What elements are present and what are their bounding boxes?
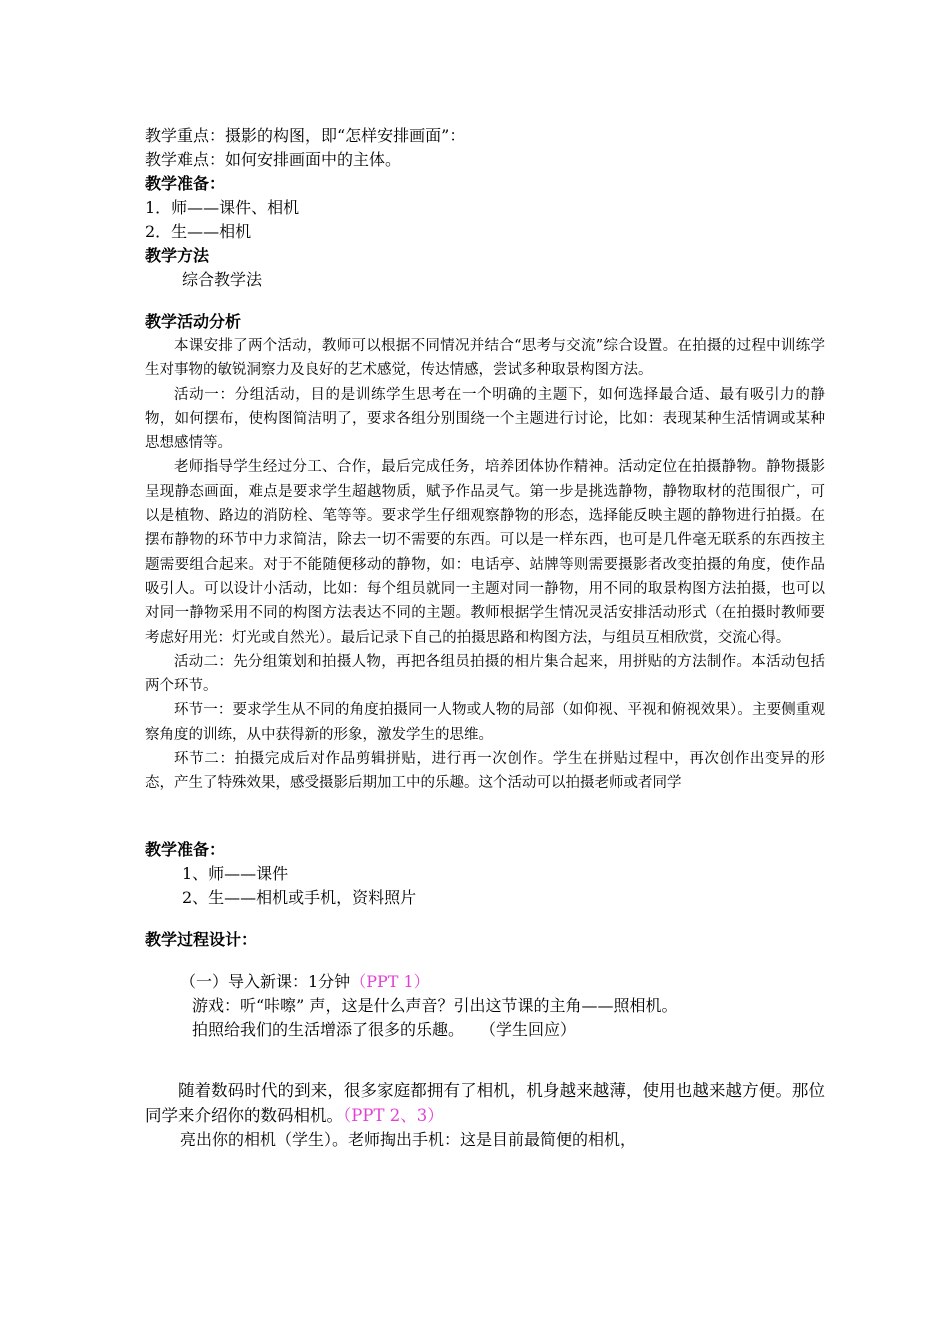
prep2-item-teacher: 1、师——课件: [182, 863, 289, 883]
difficulty-line: 教学难点：如何安排画面中的主体。: [145, 150, 402, 169]
prep-heading: 教学准备：: [145, 174, 226, 193]
document-page: [145, 124, 825, 1152]
step-one-line: [145, 970, 825, 994]
digital-era-paragraph: [145, 1078, 825, 1128]
activity-one-paragraph: 活动一：分组活动，目的是训练学生思考在一个明确的主题下，如何选择最合适、最有吸引力的静物，如何摆布，使构图简洁明了，要求各组分别围绕一个主题进行讨论，比如：表现某种生活情调或某种思想感情等。: [145, 386, 825, 452]
fun-line: 拍照给我们的生活增添了很多的乐趣。 （学生回应）: [192, 1019, 577, 1039]
stage-two-paragraph: 环节二：拍摄完成后对作品剪辑拼贴，进行再一次创作。学生在拼贴过程中，再次创作出变异的形态，产生了特殊效果，感受摄影后期加工中的乐趣。这个活动可以拍摄老师或者同学: [145, 751, 825, 792]
game-line: 游戏：听“咔嚓” 声，这是什么声音？引出这节课的主角——照相机。: [192, 995, 678, 1015]
show-camera-line: 亮出你的相机（学生）。老师掏出手机：这是目前最简便的相机，: [180, 1129, 637, 1149]
step-one-label: （一）导入新课：1分钟: [180, 971, 351, 991]
method-text: 综合教学法: [182, 270, 263, 289]
prep2-item-student: 2、生——相机或手机，资料照片: [182, 887, 417, 907]
ppt-reference: （PPT 2、3）: [343, 1105, 444, 1125]
process-heading: 教学过程设计：: [145, 929, 258, 949]
prep-heading-second: 教学准备：: [145, 839, 226, 859]
activity-two-paragraph: 活动二：先分组策划和拍摄人物，再把各组员拍摄的相片集合起来，用拼贴的方法制作。本活动包括两个环节。: [145, 653, 825, 695]
method-heading: 教学方法: [145, 246, 210, 265]
ppt-reference: （PPT 1）: [350, 971, 430, 991]
prep-item-teacher: 1．师——课件、相机: [145, 198, 300, 217]
analysis-paragraph: 本课安排了两个活动，教师可以根据不同情况并结合“思考与交流”综合设置。在拍摄的过程中训练学生对事物的敏锐洞察力及良好的艺术感觉，传达情感，尝试多种取景构图方法。: [145, 338, 825, 379]
teacher-guidance-paragraph: 老师指导学生经过分工、合作，最后完成任务，培养团体协作精神。活动定位在拍摄静物。静物摄影呈现静态画面，难点是要求学生超越物质，赋予作品灵气。第一步是挑选静物，静物取材的范围很广，可以是植物、路边的消防栓、笔等等。要求学生仔细观察静物的形态，选择能反映主题的静物进行拍摄。在摆布静物的环节中力求简洁，除去一切不需要的东西。可以是一样东西，也可是几件毫无联系的东西按主题需要组合起来。对于不能随便移动的静物，如：电话亭、站牌等则需要摄影者改变拍摄的角度，使作品吸引人。可以设计小活动，比如：每个组员就同一主题对同一静物，用不同的取景构图方法拍摄，也可以对同一静物采用不同的构图方法表达不同的主题。教师根据学生情况灵活安排活动形式（在拍摄时教师要考虑好用光：灯光或自然光）。最后记录下自己的拍摄思路和构图方法，与组员互相欣赏，交流心得。: [145, 459, 825, 646]
key-point-line: 教学重点：摄影的构图，即“怎样安排画面”：: [145, 126, 466, 145]
prep-item-student: 2．生——相机: [145, 222, 252, 241]
stage-one-paragraph: 环节一：要求学生从不同的角度拍摄同一人物或人物的局部（如仰视、平视和俯视效果）。主要侧重观察角度的训练，从中获得新的形象，激发学生的思维。: [145, 702, 825, 743]
analysis-heading: 教学活动分析: [145, 312, 242, 331]
digital-era-text: 随着数码时代的到来，很多家庭都拥有了相机，机身越来越薄，使用也越来越方便。那位同学来介绍你的数码相机。: [145, 1080, 825, 1125]
